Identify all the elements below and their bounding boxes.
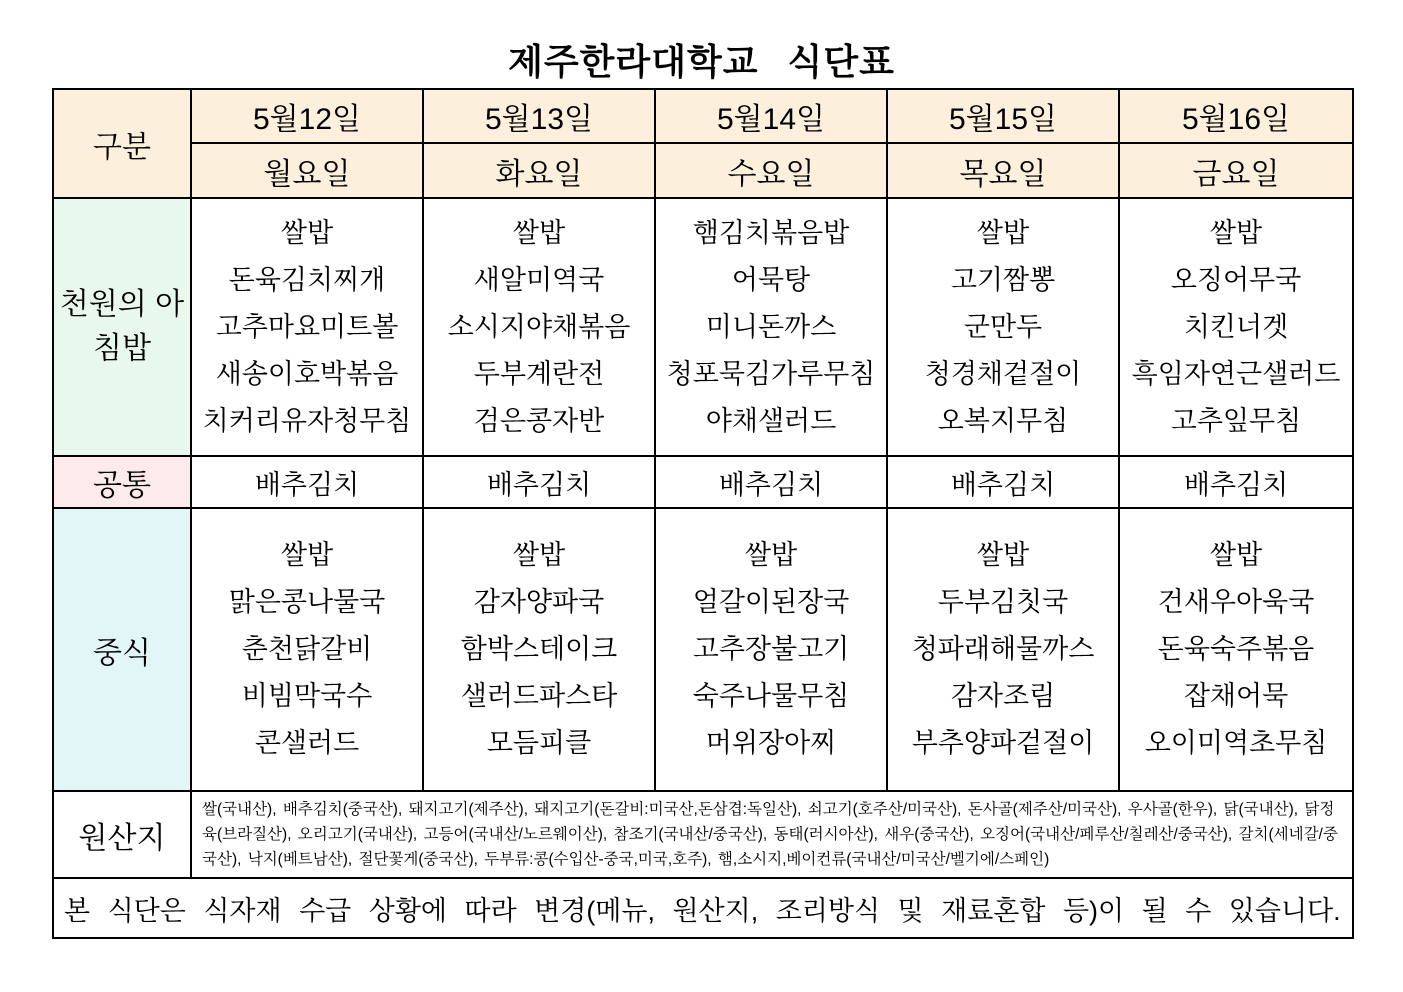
menu-item: 돈육김치찌개 [228, 264, 386, 295]
menu-item: 모듬피클 [486, 728, 592, 758]
weekday-header-wed: 수요일 [655, 143, 887, 198]
lunch-menu-fri [1119, 508, 1353, 791]
lunch-row [53, 508, 1353, 791]
common-menu-mon: 배추김치 [191, 456, 423, 508]
menu-item: 비빔막국수 [241, 681, 373, 711]
menu-item: 두부계란전 [473, 358, 605, 389]
breakfast-menu-tue [423, 198, 655, 456]
common-row-label: 공통 [53, 456, 191, 508]
menu-item: 감자조림 [950, 681, 1056, 711]
breakfast-row-label: 천원의 아침밥 [53, 198, 191, 456]
menu-item: 검은콩자반 [473, 405, 605, 436]
menu-item: 새송이호박볶음 [215, 358, 399, 389]
lunch-menu-tue [423, 508, 655, 791]
menu-item: 쌀밥 [976, 540, 1030, 570]
menu-item: 군만두 [963, 311, 1043, 342]
menu-item: 청포묵김가루무침 [666, 358, 876, 389]
menu-item: 건새우아욱국 [1157, 587, 1315, 617]
menu-item: 쌀밥 [280, 540, 334, 570]
disclaimer-text: 본 식단은 식자재 수급 상황에 따라 변경(메뉴, 원산지, 조리방식 및 재료혼합 등)이 될 수 있습니다. [64, 895, 1341, 926]
note-row [53, 878, 1353, 938]
menu-item: 치커리유자청무침 [202, 405, 412, 436]
date-header-mon: 5월12일 [191, 89, 423, 143]
menu-item: 감자양파국 [473, 587, 605, 617]
breakfast-menu-wed [655, 198, 887, 456]
origin-info-text: 쌀(국내산), 배추김치(중국산), 돼지고기(제주산), 돼지고기(돈갈비:미국산,돈삼겹:독일산), 쇠고기(호주산/미국산), 돈사골(제주산/미국산), 우사골(한우), 닭(국내산), 닭정육(브라질산), 오리고기(국내산), 고등어(국내산/노르웨이산), 참조기(국내산/중국산), 동태(러시아산), 새우(중국산), 오징어(국내산/페루산/칠레산/중국산), 갈치(세네갈/중국산), 낙지(베트남산), 절단꽃게(중국산), 두부류:콩(수입산-중국,미국,호주), 햄,소시지,베이컨류(국내산/미국산/벨기에/스페인) [202, 801, 1338, 868]
menu-item: 돈육숙주볶음 [1157, 634, 1315, 664]
weekday-header-fri: 금요일 [1119, 143, 1353, 198]
breakfast-row [53, 198, 1353, 456]
menu-item: 얼갈이된장국 [692, 587, 850, 617]
page-title: 제주한라대학교 식단표 [508, 41, 895, 82]
menu-item: 치킨너겟 [1183, 311, 1289, 342]
menu-item: 소시지야채볶음 [447, 311, 631, 342]
menu-item: 쌀밥 [744, 540, 798, 570]
menu-item: 새알미역국 [473, 264, 605, 295]
menu-item: 쌀밥 [280, 217, 334, 248]
menu-item: 오징어무국 [1170, 264, 1302, 295]
common-menu-thu: 배추김치 [887, 456, 1119, 508]
date-header-fri: 5월16일 [1119, 89, 1353, 143]
lunch-row-label: 중식 [53, 508, 191, 791]
date-header-tue: 5월13일 [423, 89, 655, 143]
menu-item: 콘샐러드 [254, 728, 360, 758]
menu-item: 함박스테이크 [460, 634, 618, 664]
menu-item: 고추마요미트볼 [215, 311, 399, 342]
weekday-header-thu: 목요일 [887, 143, 1119, 198]
origin-info-cell [191, 791, 1353, 878]
menu-item: 흑임자연근샐러드 [1131, 358, 1341, 389]
lunch-menu-thu [887, 508, 1119, 791]
menu-item: 청경채겉절이 [924, 358, 1082, 389]
menu-item: 청파래해물까스 [911, 634, 1095, 664]
weekday-header-tue: 화요일 [423, 143, 655, 198]
breakfast-menu-fri [1119, 198, 1353, 456]
common-menu-tue: 배추김치 [423, 456, 655, 508]
menu-item: 숙주나물무침 [692, 681, 850, 711]
menu-item: 쌀밥 [1209, 217, 1263, 248]
weekday-header-mon: 월요일 [191, 143, 423, 198]
menu-item: 부추양파겉절이 [911, 728, 1095, 758]
date-header-thu: 5월15일 [887, 89, 1119, 143]
disclaimer-cell [53, 878, 1353, 938]
common-menu-wed: 배추김치 [655, 456, 887, 508]
origin-row [53, 791, 1353, 878]
menu-item: 잡채어묵 [1183, 681, 1289, 711]
menu-item: 샐러드파스타 [460, 681, 618, 711]
corner-header: 구분 [53, 89, 191, 198]
menu-item: 춘천닭갈비 [241, 634, 373, 664]
menu-item: 햄김치볶음밥 [692, 217, 850, 248]
menu-item: 미니돈까스 [705, 311, 837, 342]
date-header-wed: 5월14일 [655, 89, 887, 143]
menu-item: 고추잎무침 [1170, 405, 1302, 436]
menu-item: 맑은콩나물국 [228, 587, 386, 617]
menu-item: 머위장아찌 [705, 728, 837, 758]
menu-item: 어묵탕 [731, 264, 811, 295]
origin-row-label: 원산지 [53, 791, 191, 878]
menu-item: 두부김칫국 [937, 587, 1069, 617]
breakfast-menu-thu [887, 198, 1119, 456]
menu-item: 오이미역초무침 [1144, 728, 1328, 758]
common-menu-fri: 배추김치 [1119, 456, 1353, 508]
menu-item: 쌀밥 [1209, 540, 1263, 570]
menu-item: 고기짬뽕 [950, 264, 1056, 295]
date-header-row [53, 89, 1353, 143]
meal-plan-table [52, 88, 1354, 939]
breakfast-menu-mon [191, 198, 423, 456]
menu-item: 야채샐러드 [705, 405, 837, 436]
menu-item: 쌀밥 [976, 217, 1030, 248]
menu-item: 고추장불고기 [692, 634, 850, 664]
lunch-menu-mon [191, 508, 423, 791]
menu-item: 오복지무침 [937, 405, 1069, 436]
menu-item: 쌀밥 [512, 540, 566, 570]
weekday-header-row [53, 143, 1353, 198]
common-row [53, 456, 1353, 508]
lunch-menu-wed [655, 508, 887, 791]
menu-item: 쌀밥 [512, 217, 566, 248]
